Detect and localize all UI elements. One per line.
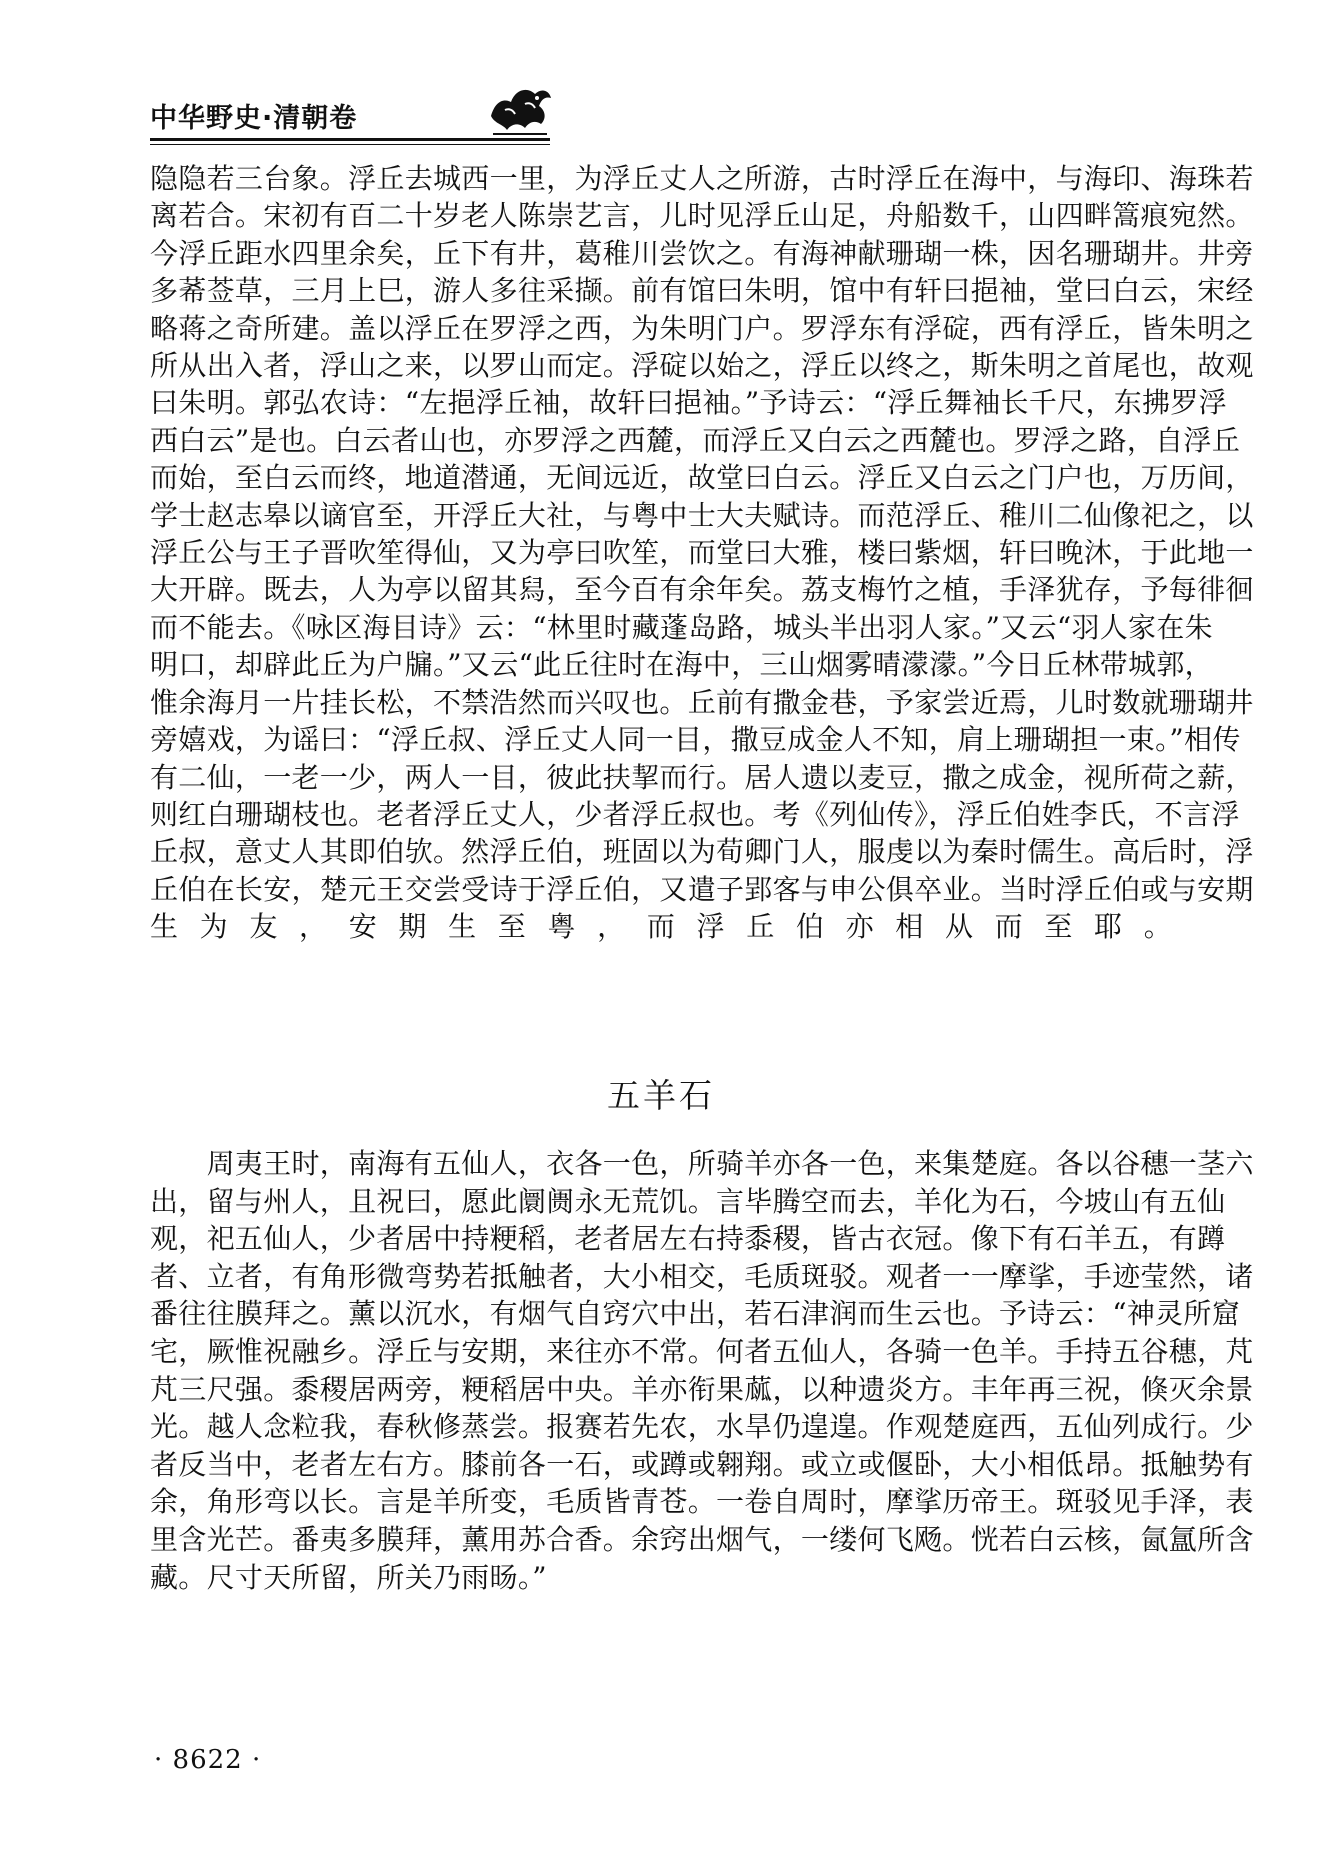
header-rule [150, 138, 550, 141]
text-line: 余，角形弯以长。言是羊所变，毛质皆青苍。一卷自周时，摩挲历帝王。斑驳见手泽，表 [150, 1485, 1254, 1519]
header-title: 中华野史·清朝卷 [150, 103, 358, 134]
text-line: 观，祀五仙人，少者居中持粳稻，老者居左右持黍稷，皆古衣冠。像下有石羊五，有蹲 [150, 1222, 1226, 1256]
text-line: 光。越人念粒我，春秋修蒸尝。报赛若先农，水旱仍遑遑。作观楚庭西，五仙列成行。少 [150, 1410, 1254, 1444]
text-line: 大开辟。既去，人为亭以留其舄，至今百有余年矣。荔支梅竹之植，手泽犹存，予每徘徊 [150, 573, 1254, 607]
text-line: 浮丘公与王子晋吹笙得仙，又为亭曰吹笙，而堂曰大雅，楼曰紫烟，轩曰晚沐，于此地一 [150, 536, 1254, 570]
header-rule-thin [150, 144, 550, 145]
text-line: 生为友，安期生至粤，而浮丘伯亦相从而至耶。 [150, 910, 1172, 944]
text-line: 多莃莶草，三月上巳，游人多往采撷。前有馆曰朱明，馆中有轩曰挹袖，堂曰白云，宋经 [150, 274, 1254, 308]
text-line: 则红白珊瑚枝也。老者浮丘丈人，少者浮丘叔也。考《列仙传》，浮丘伯姓李氏，不言浮 [150, 797, 1240, 831]
text-line: 学士赵志皋以谪官至，开浮丘大社，与粤中士大夫赋诗。而范浮丘、稚川二仙像祀之，以 [150, 498, 1254, 532]
text-line: 西白云”是也。白云者山也，亦罗浮之西麓，而浮丘又白云之西麓也。罗浮之路，自浮丘 [150, 423, 1241, 457]
text-line: 有二仙，一老一少，两人一目，彼此扶挈而行。居人遗以麦豆，撒之成金，视所荷之薪， [150, 760, 1254, 794]
dragon-emblem-icon [485, 76, 555, 138]
text-line: 者反当中，老者左右方。膝前各一石，或蹲或翱翔。或立或偃卧，大小相低昂。抵触势有 [150, 1447, 1254, 1481]
text-line: 略蒋之奇所建。盖以浮丘在罗浮之西，为朱明门户。罗浮东有浮碇，西有浮丘，皆朱明之 [150, 311, 1254, 345]
text-line: 而不能去。《咏区海目诗》云：“林里时藏蓬岛路，城头半出羽人家。”又云“羽人家在朱 [150, 610, 1213, 644]
running-header [150, 88, 560, 158]
text-line: 明口，却辟此丘为户牖。”又云“此丘往时在海中，三山烟雾晴濛濛。”今日丘林带城郭， [150, 648, 1213, 682]
text-line: 藏。尺寸天所留，所关乃雨旸。” [150, 1560, 547, 1594]
text-line: 丘伯在长安，楚元王交尝受诗于浮丘伯，又遣子郢客与申公俱卒业。当时浮丘伯或与安期 [150, 872, 1254, 906]
text-line: 所从出入者，浮山之来，以罗山而定。浮碇以始之，浮丘以终之，斯朱明之首尾也，故观 [150, 349, 1254, 383]
text-line: 今浮丘距水四里余矣，丘下有井，葛稚川尝饮之。有海神献珊瑚一株，因名珊瑚井。井旁 [150, 236, 1254, 270]
text-line: 丘叔，意丈人其即伯欤。然浮丘伯，班固以为荀卿门人，服虔以为秦时儒生。高后时，浮 [150, 835, 1254, 869]
section-title: 五羊石 [607, 1076, 715, 1115]
text-line: 里含光芒。番夷多膜拜，薰用苏合香。余窍出烟气，一缕何飞飏。恍若白云核，氤氲所含 [150, 1522, 1254, 1556]
text-line: 隐隐若三台象。浮丘去城西一里，为浮丘丈人之所游，古时浮丘在海中，与海印、海珠若 [150, 162, 1254, 195]
text-line: 宅，厥惟祝融乡。浮丘与安期，来往亦不常。何者五仙人，各骑一色羊。手持五谷穗，芃 [150, 1334, 1254, 1368]
text-line: 芃三尺强。黍稷居两旁，粳稻居中央。羊亦衔果蓏，以种遗炎方。丰年再三祝，倏灭余景 [150, 1372, 1254, 1406]
text-line: 惟余海月一片挂长松，不禁浩然而兴叹也。丘前有撒金巷，予家尝近焉，儿时数就珊瑚井 [150, 685, 1254, 719]
text-line: 而始，至白云而终，地道潜通，无间远近，故堂曰白云。浮丘又白云之门户也，万历间， [150, 461, 1254, 495]
text-line: 离若合。宋初有百二十岁老人陈崇艺言，儿时见浮丘山足，舟船数千，山四畔篙痕宛然。 [150, 199, 1254, 233]
text-line: 周夷王时，南海有五仙人，衣各一色，所骑羊亦各一色，来集楚庭。各以谷穗一茎六 [150, 1147, 1254, 1180]
text-line: 番往往膜拜之。薰以沉水，有烟气自窍穴中出，若石津润而生云也。予诗云：“神灵所窟 [150, 1297, 1241, 1331]
body-text [150, 160, 1254, 946]
text-line: 出，留与州人，且祝曰，愿此阛阓永无荒饥。言毕腾空而去，羊化为石，今坡山有五仙 [150, 1184, 1226, 1218]
text-line: 旁嬉戏，为谣曰：“浮丘叔、浮丘丈人同一目，撒豆成金人不知，肩上珊瑚担一束。”相传 [150, 723, 1241, 757]
text-line: 者、立者，有角形微弯势若抵触者，大小相交，毛质斑驳。观者一一摩挲，手迹莹然，诸 [150, 1259, 1254, 1293]
page-number: · 8622 · [154, 1745, 262, 1775]
text-line: 曰朱明。郭弘农诗：“左挹浮丘袖，故轩曰挹袖。”予诗云：“浮丘舞袖长千尺，东拂罗浮 [150, 386, 1227, 420]
section-body-text [150, 1145, 1254, 1596]
